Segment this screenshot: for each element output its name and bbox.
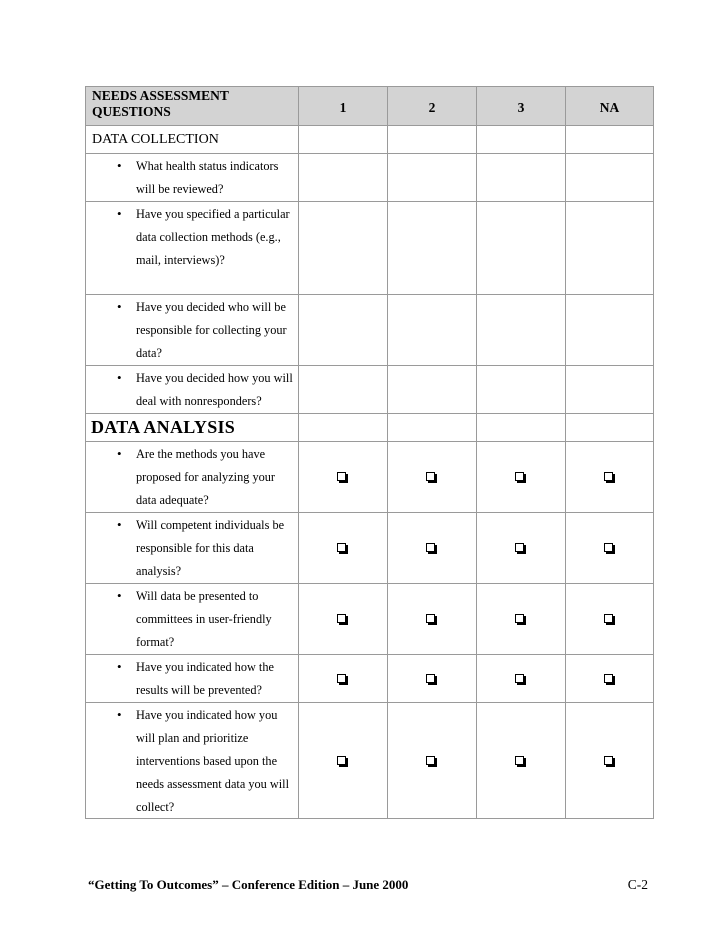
header-col-2: 2 [388,87,477,126]
needs-assessment-table [85,86,654,819]
footer-title: “Getting To Outcomes” – Conference Edition – June 2000 [88,877,409,892]
section-title: DATA COLLECTION [86,126,299,154]
checkbox-1[interactable] [337,472,346,481]
checkbox-2[interactable] [426,543,435,552]
header-col-3: 3 [477,87,566,126]
question-cell [86,513,299,584]
question-text: Have you decided who will be responsible for collecting your data? [136,300,287,360]
bullet-icon: • [117,299,122,314]
header-col-na: NA [566,87,654,126]
question-cell [86,442,299,513]
checkbox-na[interactable] [604,614,613,623]
question-cell [86,202,299,295]
checkbox-1[interactable] [337,674,346,683]
question-cell [86,154,299,202]
table-row [86,584,654,655]
checkbox-3[interactable] [515,614,524,623]
header-questions: NEEDS ASSESSMENT QUESTIONS [86,87,299,126]
table-row [86,655,654,703]
table-row [86,703,654,819]
bullet-icon: • [117,659,122,674]
checkbox-3[interactable] [515,756,524,765]
question-cell [86,584,299,655]
section-row-data-analysis [86,414,654,442]
table-row [86,366,654,414]
question-text: Have you indicated how you will plan and prioritize interventions based upon the needs assessment data you will collect? [136,708,289,814]
question-cell [86,366,299,414]
checkbox-1[interactable] [337,614,346,623]
question-text: Are the methods you have proposed for analyzing your data adequate? [136,447,275,507]
checkbox-3[interactable] [515,472,524,481]
section-row-data-collection [86,126,654,154]
question-text: Have you specified a particular data collection methods (e.g., mail, interviews)? [136,207,290,267]
question-text: Will competent individuals be responsible for this data analysis? [136,518,285,578]
checkbox-1[interactable] [337,756,346,765]
bullet-icon: • [117,370,122,385]
checkbox-2[interactable] [426,756,435,765]
checkbox-2[interactable] [426,614,435,623]
table-row [86,154,654,202]
bullet-icon: • [117,707,122,722]
bullet-icon: • [117,588,122,603]
bullet-icon: • [117,206,122,221]
question-text: Have you decided how you will deal with nonresponders? [136,371,293,408]
bullet-icon: • [117,517,122,532]
checkbox-2[interactable] [426,472,435,481]
checkbox-na[interactable] [604,543,613,552]
question-text: What health status indicators will be reviewed? [136,159,279,196]
checkbox-2[interactable] [426,674,435,683]
question-text: Have you indicated how the results will be prevented? [136,660,274,697]
question-text: Will data be presented to committees in user-friendly format? [136,589,272,649]
table-row [86,295,654,366]
checkbox-na[interactable] [604,674,613,683]
table-row [86,202,654,295]
question-cell [86,703,299,819]
table-row [86,442,654,513]
checkbox-na[interactable] [604,472,613,481]
section-title: DATA ANALYSIS [86,414,299,442]
page-footer [88,877,648,893]
table-row [86,513,654,584]
bullet-icon: • [117,158,122,173]
checkbox-1[interactable] [337,543,346,552]
checkbox-3[interactable] [515,543,524,552]
checkbox-3[interactable] [515,674,524,683]
header-row [86,87,654,126]
bullet-icon: • [117,446,122,461]
question-cell [86,295,299,366]
question-cell [86,655,299,703]
checkbox-na[interactable] [604,756,613,765]
header-col-1: 1 [299,87,388,126]
page-number: C-2 [627,877,648,892]
